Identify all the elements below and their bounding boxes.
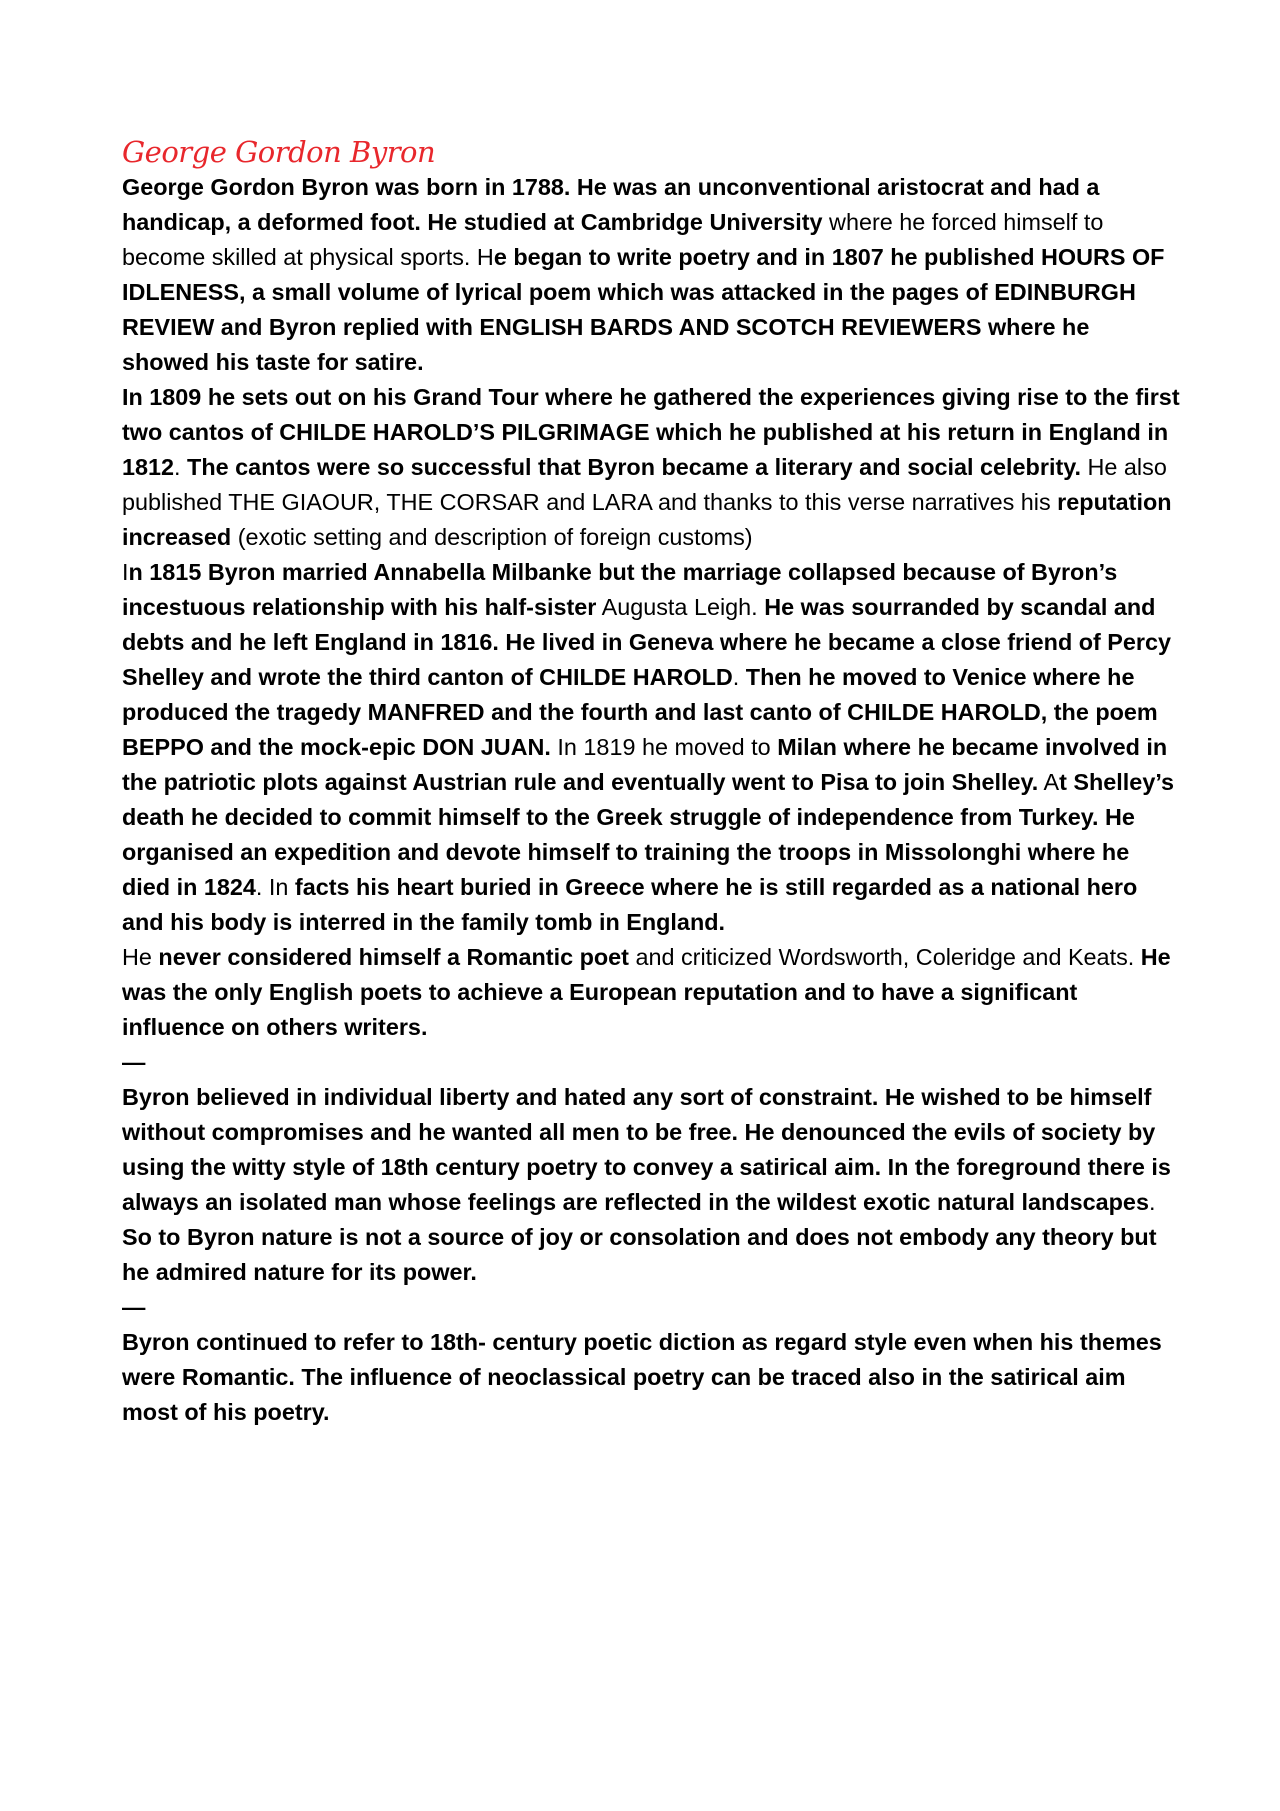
text-segment: He also published THE GIAOUR, THE CORSAR and LARA and thanks to this verse narratives his <box>122 454 1167 515</box>
text-segment: . In <box>255 874 295 900</box>
paragraph <box>122 1325 1182 1430</box>
text-segment: . <box>174 454 188 480</box>
document-page <box>122 132 1182 1430</box>
bold-text-segment: Byron believed in individual liberty and hated any sort of constraint. He wished to be himself without compromises and he wanted all men to be free. He denounced the evils of society by using the witty style of 18th century poetry to convey a satirical aim. In the foreground there is always an isolated man whose feelings are reflected in the wildest exotic natural landscapes <box>122 1084 1171 1215</box>
document-body <box>122 170 1182 1430</box>
section-separator <box>122 1045 1182 1080</box>
bold-text-segment: In 1809 he sets out on his Grand Tour where he gathered the experiences giving rise to the first two cantos of CHILDE HAROLD’S PILGRIMAGE which he published at his return in England in 1812 <box>122 384 1180 480</box>
bold-text-segment: George Gordon Byron was born in 1788. He was an unconventional aristocrat and had a handicap, a deformed foot. He studied at Cambridge University <box>122 174 1100 235</box>
bold-text-segment: n 1815 Byron married Annabella Milbanke but the marriage collapsed because of Byron’s incestuous relationship with his half-sister <box>122 559 1118 620</box>
paragraph <box>122 1080 1182 1290</box>
bold-text-segment: So to Byron nature is not a source of joy or consolation and does not embody any theory but he admired nature for its power. <box>122 1224 1157 1285</box>
bold-text-segment: — <box>122 1294 146 1320</box>
document-title: George Gordon Byron <box>122 135 436 169</box>
text-segment: and criticized Wordsworth, Coleridge and Keats. <box>628 944 1141 970</box>
bold-text-segment: — <box>122 1049 146 1075</box>
bold-text-segment: He was sourranded by scandal and debts and he left England in 1816. He lived in Geneva where he became a close friend of Percy Shelley and wrote the third canton of CHILDE HAROLD <box>122 594 1172 690</box>
bold-text-segment: Milan where he became involved in the patriotic plots against Austrian rule and eventually went to Pisa to join Shelley. <box>122 734 1168 795</box>
bold-text-segment: Byron continued to refer to 18th- century poetic diction as regard style even when his themes were Romantic. The influence of neoclassical poetry can be traced also in the satirical aim most of his poetry. <box>122 1329 1162 1425</box>
paragraph <box>122 170 1182 380</box>
bold-text-segment: t Shelley’s death he decided to commit himself to the Greek struggle of independence from Turkey. He organised an expedition and devote himself to training the troops in Missolonghi where he died in 1824 <box>122 769 1174 900</box>
text-segment: In 1819 he moved to <box>550 734 778 760</box>
bold-text-segment: Then he moved to Venice where he produced the tragedy MANFRED and the fourth and last canto of CHILDE HAROLD, the poem BEPPO and the mock-epic DON JUAN. <box>122 664 1158 760</box>
text-segment: Augusta Leigh. <box>596 594 765 620</box>
bold-text-segment: never considered himself a Romantic poet <box>158 944 629 970</box>
text-segment: He <box>122 944 159 970</box>
bold-text-segment: reputation increased <box>122 489 1172 550</box>
bold-text-segment: e began to write poetry and in 1807 he published HOURS OF IDLENESS, a small volume of lyrical poem which was attacked in the pages of EDINBURGH REVIEW and Byron replied with ENGLISH BARDS AND SCOTCH REVIEWERS where he showed his taste for satire. <box>122 244 1165 375</box>
text-segment: . <box>732 664 746 690</box>
section-separator <box>122 1290 1182 1325</box>
text-segment: I <box>122 559 129 585</box>
bold-text-segment: facts his heart buried in Greece where he is still regarded as a national hero and his body is interred in the family tomb in England. <box>122 874 1138 935</box>
text-segment: where he forced himself to become skilled at physical sports. H <box>122 209 1104 270</box>
text-segment: (exotic setting and description of foreign customs) <box>231 524 753 550</box>
paragraph <box>122 555 1182 940</box>
text-segment: . <box>1148 1189 1156 1215</box>
paragraph <box>122 940 1182 1045</box>
text-segment: A <box>1038 769 1060 795</box>
bold-text-segment: The cantos were so successful that Byron became a literary and social celebrity. <box>187 454 1082 480</box>
paragraph <box>122 380 1182 555</box>
bold-text-segment: He was the only English poets to achieve a European reputation and to have a significant influence on others writers. <box>122 944 1171 1040</box>
